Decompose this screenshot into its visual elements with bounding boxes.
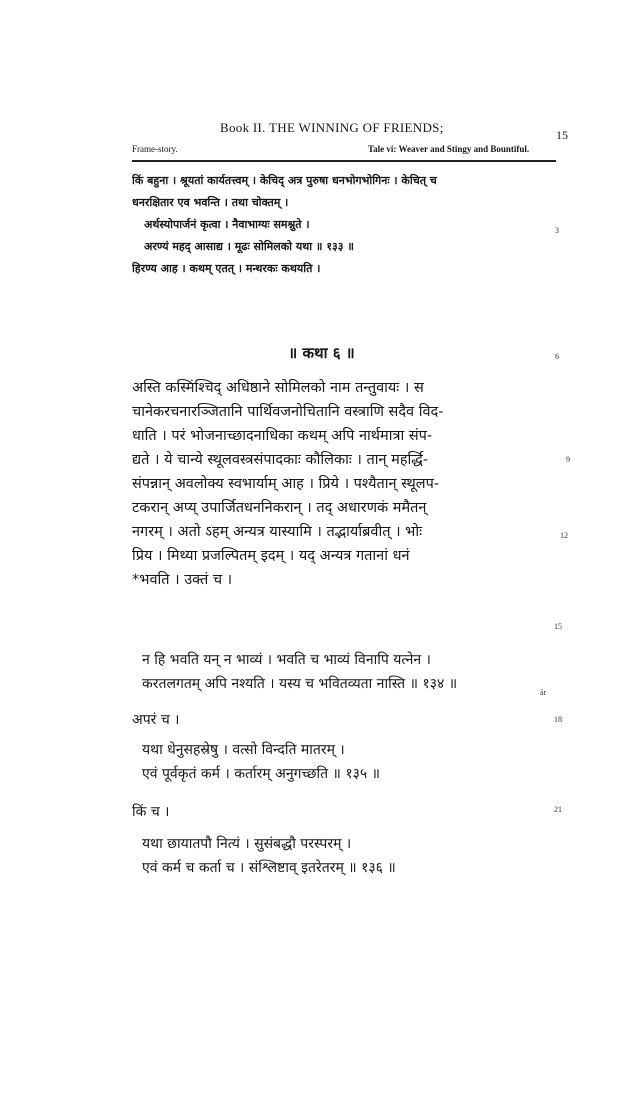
text-line: किं च । [132,804,170,820]
verse-line: यथा धेनुसहस्रेषु । वत्सो विन्दति मातरम् । [142,742,345,758]
running-head-title: Book II. THE WINNING OF FRIENDS; [220,120,444,135]
text-line: किं बहुना । श्रूयतां कार्यतत्त्वम् । केचिद् अत्र पुरुषा धनभोगभोगिनः । केचित् च [132,174,437,187]
line-number: 21 [554,805,562,814]
running-header [0,120,633,140]
kim-ca [132,800,562,824]
verse-line: अर्थस्योपार्जनं कृत्वा । नैवाभाग्यः समश्नुते । [144,218,310,231]
page-number: 15 [556,128,568,142]
line-number: 15 [554,622,562,631]
line-number: 18 [554,715,562,724]
verse-line: न हि भवति यन् न भाव्यं । भवति च भाव्यं विनापि यत्नेन । [142,652,431,668]
prose-line: *भवति । उक्तं च । [132,572,233,588]
prose-line: प्रिय । मिथ्या प्रजल्पितम् इदम् । यद् अन्यत्र गतानां धनं [132,548,410,564]
tale-title: ॥ कथा ६ ॥ [288,344,355,362]
tale-label: Tale vi: Weaver and Stingy and Bountiful. [368,144,530,154]
prose-line: चानेकरचनारञ्जितानि पार्थिवजनोचितानि वस्त्राणि सदैव विद- [132,404,444,420]
text-line: धनरक्षितार एव भवन्ति । तथा चोक्तम् । [132,196,289,209]
text-line: हिरण्य आह । कथम् एतत् । मन्थरकः कथयति । [132,262,321,275]
frame-story-label: Frame-story. [132,144,178,154]
prose-line: नगरम् । अतो ऽहम् अन्यत्र यास्यामि । तद्भार्याब्रवीत् । भोः [132,524,423,540]
apara-ca [132,708,562,732]
frame-story-text [132,170,552,280]
line-number: 6 [555,352,559,361]
tale-prose [132,376,558,592]
verse-136 [132,832,562,880]
line-number: 9 [566,455,570,464]
verse-135 [132,738,562,786]
prose-line: धाति । परं भोजनाच्छादनाधिका कथम् अपि नार्थमात्रा संप- [132,428,433,444]
sub-header [0,144,633,158]
prose-line: अस्ति कस्मिंश्चिद् अधिष्ठाने सोमिलको नाम तन्तुवायः । स [132,380,424,396]
prose-line: टकरान् अप्य् उपार्जितधननिकरान् । तद् अधारणकं ममैतन् [132,500,427,516]
verse-134 [132,648,562,696]
line-number: 12 [560,531,568,540]
verse-line: एवं पूर्वकृतं कर्म । कर्तारम् अनुगच्छति ॥ १३५ ॥ [142,766,381,782]
verse-line: यथा छायातपौ नित्यं । सुसंबद्धौ परस्परम् । [142,836,352,852]
verse-line: अरण्यं महद् आसाद्य । मूढः सोमिलको यथा ॥ १३३ ॥ [144,240,354,253]
margin-note: ār [540,688,547,697]
header-rule [132,160,556,162]
line-number: 3 [555,226,559,235]
text-line: अपरं च । [132,712,180,728]
verse-line: एवं कर्म च कर्ता च । संश्लिष्टाव् इतरेतरम् ॥ १३६ ॥ [142,860,396,876]
verse-line: करतलगतम् अपि नश्यति । यस्य च भवितव्यता नास्ति ॥ १३४ ॥ [142,676,458,692]
prose-line: द्यते । ये चान्ये स्थूलवस्त्रसंपादकाः कौलिकाः । तान् महर्द्धि- [132,452,429,468]
prose-line: संपन्नान् अवलोक्य स्वभार्याम् आह । प्रिये । पश्यैतान् स्थूलप- [132,476,440,492]
